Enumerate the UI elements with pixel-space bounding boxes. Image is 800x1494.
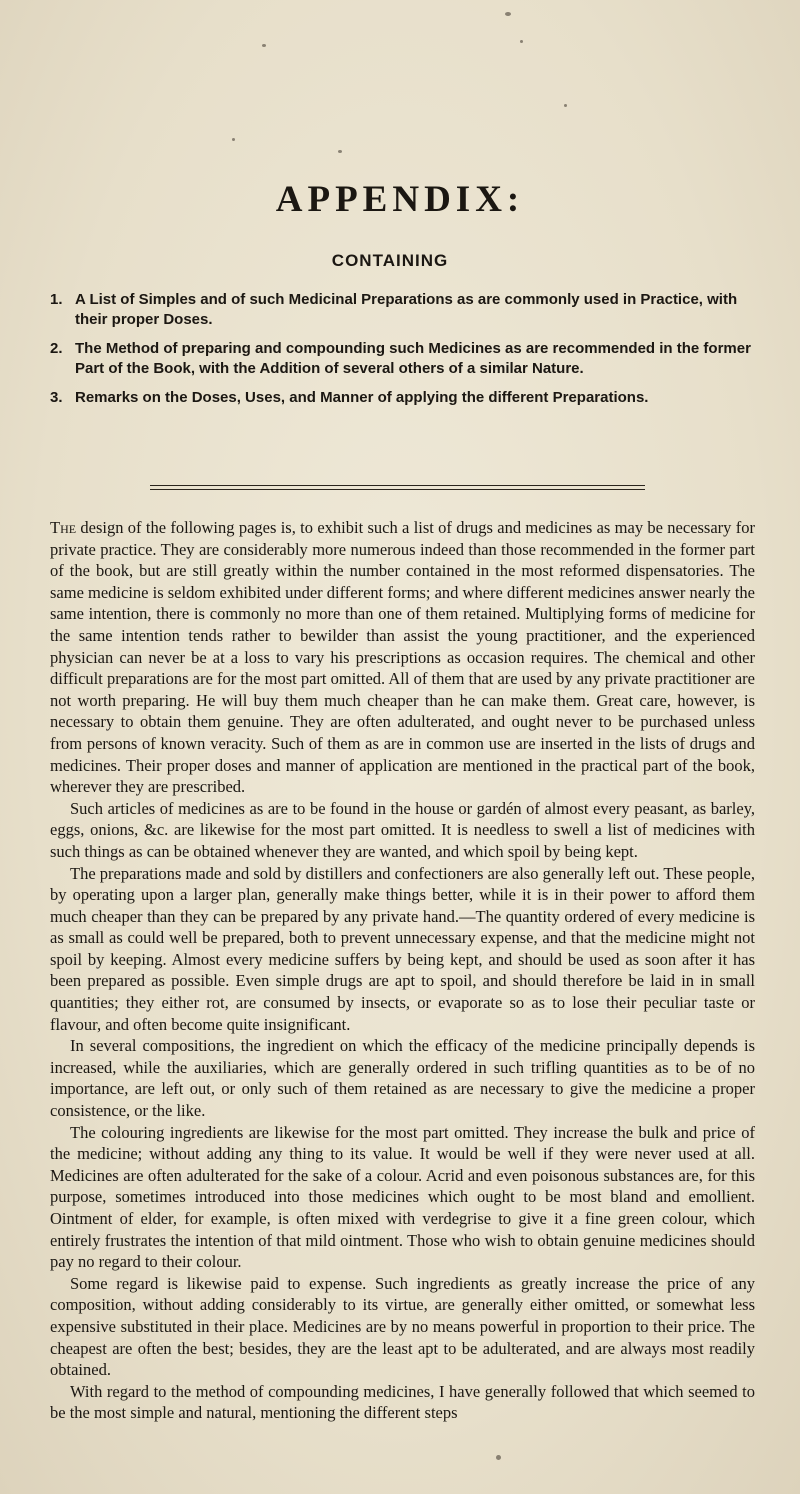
ink-speck xyxy=(262,44,266,47)
ink-speck xyxy=(232,138,235,141)
body-paragraph: Some regard is likewise paid to expense. Such ingredients as greatly increase the price of any composition, without adding considerably to its virtue, are generally either omitted, or somewhat less expensive substituted in their place. Medicines are by no means powerful in proportion to their price. The cheapest are often the best; besides, they are the least apt to be adulterated, and are always most readily obtained. xyxy=(50,1273,755,1380)
contents-item xyxy=(50,388,755,408)
section-divider xyxy=(150,485,645,490)
appendix-title: APPENDIX: xyxy=(275,179,525,220)
contents-item-number: 2. xyxy=(50,340,63,357)
contents-item-text: A List of Simples and of such Medicinal Preparations as are commonly used in Practice, with their proper Doses. xyxy=(75,291,738,328)
body-paragraph: The colouring ingredients are likewise for the most part omitted. They increase the bulk and price of the medicine; without adding any thing to its value. It would be well if they were never used at all. Medicines are often adulterated for the sake of a colour. Acrid and even poisonous substances are, for this purpose, sometimes introduced into those medicines which ought to be most bland and emollient. Ointment of elder, for example, is often mixed with verdegrise to give it a fine green colour, which entirely frustrates the intention of that mild ointment. Those who wish to obtain genuine medicines should pay no regard to their colour. xyxy=(50,1122,755,1272)
contents-item xyxy=(50,339,755,379)
contents-item-text: Remarks on the Doses, Uses, and Manner of applying the different Preparations. xyxy=(75,389,649,406)
ink-speck xyxy=(505,12,511,16)
opening-word: The xyxy=(50,518,77,537)
body-paragraph: Such articles of medicines as are to be found in the house or gardén of almost every peasant, as barley, eggs, onions, &c. are likewise for the most part omitted. It is needless to swell a list of medicines with such things as can be obtained whenever they are wanted, and which spoil by being kept. xyxy=(50,798,755,861)
contents-item-number: 3. xyxy=(50,389,63,406)
body-text xyxy=(50,517,755,1424)
body-paragraph: With regard to the method of compounding medicines, I have generally followed that which seemed to be the most simple and natural, mentioning the different steps xyxy=(50,1381,755,1423)
contents-item xyxy=(50,290,755,330)
contents-list xyxy=(50,290,755,417)
ink-speck xyxy=(338,150,342,153)
body-paragraph: The preparations made and sold by distillers and confectioners are also generally left out. These people, by operating upon a larger plan, generally make things better, while it is in their power to afford them much cheaper than they can be prepared by any private hand.—The quantity ordered of every medicine is as small as could well be prepared, both to prevent unnecessary expense, and that the medicine might not spoil by keeping. Almost every medicine suffers by being kept, and should be used as soon after it has been prepared as possible. Even simple drugs are apt to spoil, and should therefore be laid in in small quantities; they either rot, are consumed by insects, or evaporate so as to lose their peculiar taste or flavour, and often become quite insignificant. xyxy=(50,863,755,1034)
paragraph-text: design of the following pages is, to exhibit such a list of drugs and medicines as may be necessary for private practice. They are considerably more numerous indeed than those recommended in the former part of the book, but are still greatly within the number contained in the most reformed dispensatories. The same medicine is seldom exhibited under different forms; and where different medicines answer nearly the same intention, there is commonly no more than one of them retained. Multiplying forms of medicine for the same intention tends rather to bewilder than assist the young practitioner, and the experienced physician can never be at a loss to vary his prescriptions as occasion requires. The chemical and other difficult preparations are for the most part omitted. All of them that are used by any private practitioner are not worth preparing. He will buy them much cheaper than he can make them. Great care, however, is necessary to obtain them genuine. They are often adulterated, and ought never to be purchased unless from persons of known veracity. Such of them as are in common use are inserted in the lists of drugs and medicines. Their proper doses and manner of application are mentioned in the practical part of the book, wherever they are prescribed. xyxy=(50,518,755,797)
contents-item-number: 1. xyxy=(50,291,63,308)
body-paragraph: In several compositions, the ingredient on which the efficacy of the medicine principally depends is increased, while the auxiliaries, which are generally ordered in such trifling quantities as to be of no importance, are left out, or only such of them retained as are necessary to give the medicine a proper consistence, or the like. xyxy=(50,1036,755,1121)
body-paragraph xyxy=(50,517,755,798)
ink-speck xyxy=(564,104,567,107)
containing-subtitle: CONTAINING xyxy=(331,251,449,270)
ink-speck xyxy=(520,40,523,43)
contents-item-text: The Method of preparing and compounding such Medicines as are recommended in the former Part of the Book, with the Addition of several others of a similar Nature. xyxy=(75,340,751,377)
ink-speck xyxy=(496,1455,501,1460)
